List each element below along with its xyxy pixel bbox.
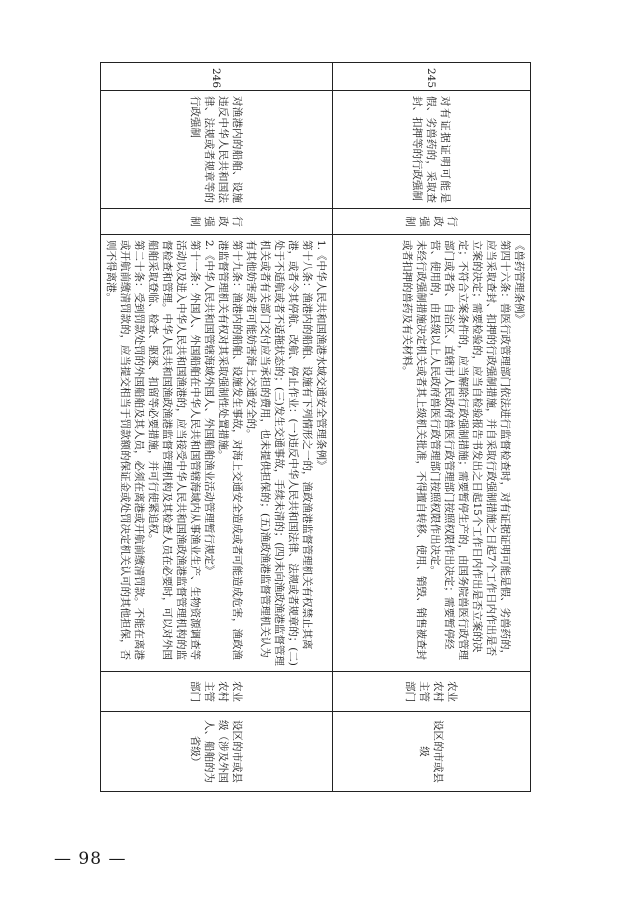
administrative-level: 设区的市或县级（涉及外国人、船舶的为省级） (101, 712, 333, 792)
basis-paragraph: 未经行政强制措施决定机关或者其上级机关批准，不得擅自转移、使用、销毁、销售被查封或者扣押的兽药及有关材料。 (401, 240, 427, 660)
item-category: 行政强制 (101, 209, 333, 235)
page-number: — 98 — (54, 849, 127, 869)
item-category: 行政强制 (333, 209, 531, 235)
basis-paragraph: 第四十六条：兽医行政管理部门依法进行监督检查时，对有证据证明可能是假、劣兽药的，应当采取查封、扣押的行政强制措施，并自采取行政强制措施之日起7个工作日内作出是否立案的决定；需要检验的，应当自检验报告书发出之日起15个工作日内作出是否立案的决定；不符合立案条件的，应当解除行政强制措施；需要暂停生产的，由国务院兽医行政管理部门或者省、自治区、直辖市人民政府兽医行政管理部门按照权限作出决定；需要暂停经营、使用的，由县级以上人民政府兽医行政管理部门按照权限作出决定。 (429, 240, 511, 660)
basis-paragraph: 1.《中华人民共和国渔港水域交通安全管理条例》 (315, 240, 327, 471)
row-number: 245 (333, 63, 531, 91)
basis-paragraph: 第十八条：渔港内的船舶、设施有下列情形之一的，渔政渔港监督管理机关有权禁止其离港，或者令其停航、改航、停止作业：(一)违反中华人民共和国法律、法规或者规章的；(二)处于不适航或者不适拖状态的；(三)发生交通事故，手续未清的；(四)未向渔政渔港监督管理机关或者有关部门交付应当承担的费用，也未提供担保的；(五)渔政渔港监督管理机关认为有其他妨害或者可能妨害海上交通安全的。 (245, 240, 313, 666)
table-row (333, 63, 531, 792)
item-name: 对有证据证明可能是假、劣兽药的，采取查封、扣押等的行政强制 (333, 91, 531, 209)
implementing-department: 农业农村主管部门 (333, 672, 531, 712)
basis-paragraph: 2.《中华人民共和国管辖海域外国人、外国船舶渔业活动管理暂行规定》 (203, 240, 215, 576)
basis-paragraph: 第二十条：受到罚款处罚的外国船舶及其人员，必须在离港或开航前缴清罚款。不能在离港或开航前缴清罚款的，应当提交相当于罚款额的保证金或处罚决定机关认可的其他担保，否则不得离港。 (105, 240, 145, 660)
power-list-table (100, 62, 531, 792)
row-number: 246 (101, 63, 333, 91)
basis-paragraph: 第十九条：渔港内的船舶、设施发生事故，对海上交通安全造成或者可能造成危害，渔政渔港监督管理机关有权对其采取强制性处置措施。 (217, 240, 243, 660)
legal-basis (101, 235, 333, 672)
implementing-department: 农业农村主管部门 (101, 672, 333, 712)
basis-paragraph: 第十一条：外国人、外国船舶在中华人民共和国管辖海域内从事渔业生产、生物资源调查等活动以及进入中华人民共和国渔港的，应当接受中华人民共和国渔政渔港监督管理机构的监督检查和管理。中华人民共和国渔政渔港监督管理机构及其检查人员在必要时，可以对外国船舶采取登临、检查、驱逐、扣留等必要措施，并可行使紧追权。 (147, 240, 201, 660)
basis-paragraph: 《兽药管理条例》 (513, 240, 525, 324)
administrative-level: 设区的市或县级 (333, 712, 531, 792)
rotated-table-container (102, 62, 531, 792)
item-name: 对渔港内的船舶、设施违反中华人民共和国法律、法规或者规章等的行政强制 (101, 91, 333, 209)
legal-basis (333, 235, 531, 672)
table-row (101, 63, 333, 792)
